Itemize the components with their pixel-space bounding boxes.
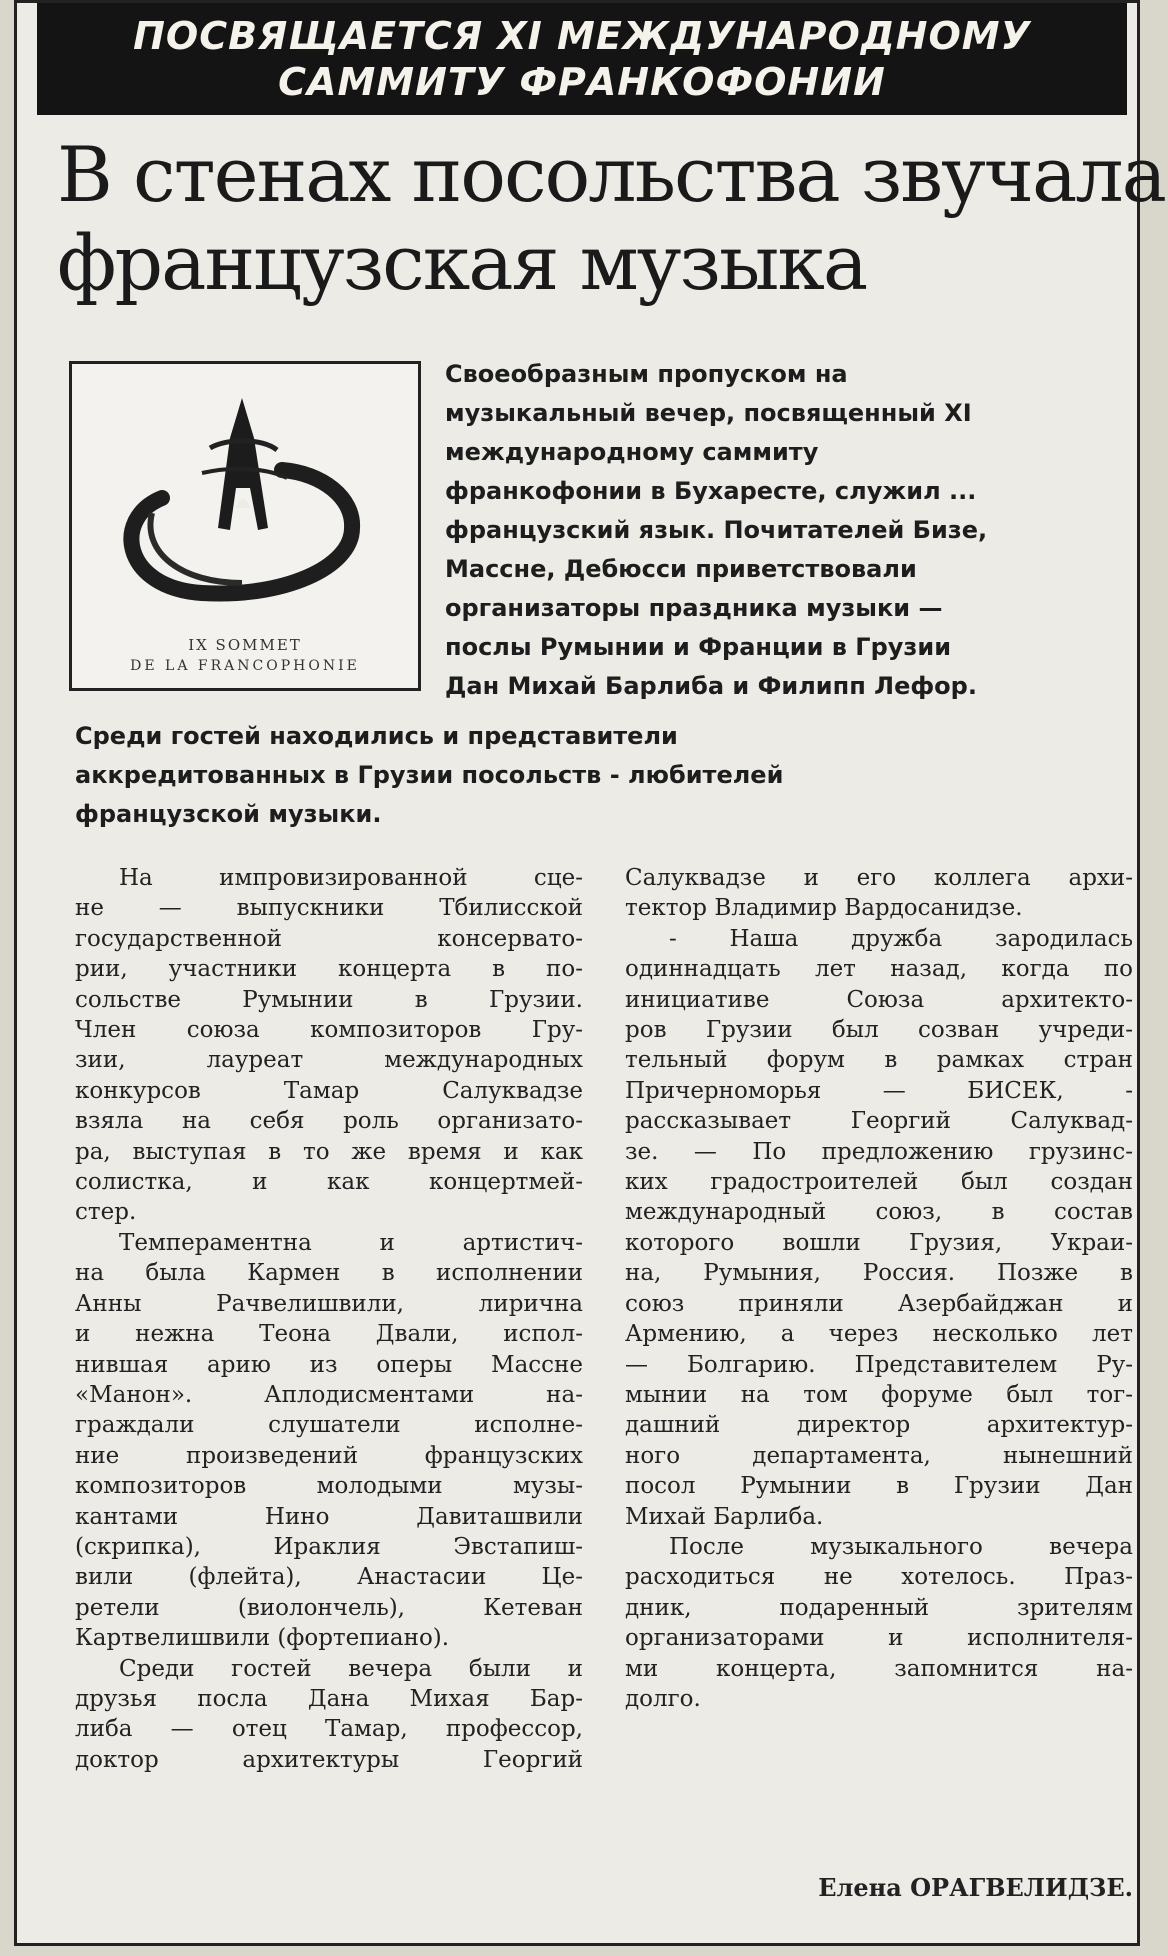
body-line: Анны Рачвелишвили, лирична <box>75 1290 583 1317</box>
body-line: которого вошли Грузия, Украи- <box>625 1229 1133 1256</box>
body-line: на была Кармен в исполнении <box>75 1260 583 1287</box>
body-line: Причерноморья — БИСЕК, - <box>625 1077 1133 1104</box>
body-line: нившая арию из оперы Массне <box>75 1351 583 1378</box>
body-line: расходиться не хотелось. Праз- <box>625 1564 1133 1591</box>
banner-line-2: САММИТУ ФРАНКОФОНИИ <box>278 60 886 104</box>
lead-line: аккредитованных в Грузии посольств - любителей <box>75 761 784 789</box>
lead-line: франкофонии в Бухаресте, служил ... <box>445 477 977 505</box>
body-line: сольстве Румынии в Грузии. <box>75 986 583 1013</box>
body-line: На импровизированной сце- <box>119 865 583 891</box>
body-line: ного департамента, нынешний <box>625 1442 1133 1469</box>
body-line: Член союза композиторов Гру- <box>75 1017 583 1044</box>
body-line: граждали слушатели исполне- <box>75 1412 583 1439</box>
body-line: дник, подаренный зрителям <box>625 1594 1133 1621</box>
francophonie-emblem-icon <box>92 378 402 618</box>
lead-paragraph-continuation <box>75 717 1115 834</box>
body-line: рассказывает Георгий Салуквад- <box>625 1108 1133 1135</box>
lead-line: французский язык. Почитателей Бизе, <box>445 516 988 544</box>
body-line: международный союз, в состав <box>625 1199 1133 1226</box>
body-line: ретели (виолончель), Кетеван <box>75 1594 583 1621</box>
lead-paragraph <box>445 355 1135 706</box>
body-line: инициативе Союза архитекто- <box>625 986 1133 1013</box>
body-line: и нежна Теона Двали, испол- <box>75 1321 583 1348</box>
lead-line: послы Румынии и Франции в Грузии <box>445 633 952 661</box>
body-line: либа — отец Тамар, профессор, <box>75 1716 583 1743</box>
body-line: ра, выступая в то же время и как <box>75 1138 583 1165</box>
lead-line: Среди гостей находились и представители <box>75 722 678 750</box>
logo-caption-line-2: DE LA FRANCOPHONIE <box>130 658 360 674</box>
body-line: долго. <box>625 1685 701 1712</box>
body-line: тектор Владимир Вардосанидзе. <box>625 895 1023 922</box>
body-line: одиннадцать лет назад, когда по <box>625 956 1133 983</box>
body-line: друзья посла Дана Михая Бар- <box>75 1685 583 1712</box>
body-line: солистка, и как концертмей- <box>75 1169 583 1196</box>
body-line: дашний директор архитектур- <box>625 1412 1133 1439</box>
body-line: организаторами и исполнителя- <box>625 1625 1133 1652</box>
newspaper-clipping <box>14 0 1165 1946</box>
lead-line: Массне, Дебюсси приветствовали <box>445 555 917 583</box>
body-line: на, Румыния, Россия. Позже в <box>625 1260 1133 1287</box>
body-line: мынии на том форуме был тог- <box>625 1381 1133 1408</box>
body-line: доктор архитектуры Георгий <box>75 1746 583 1773</box>
body-line: ние произведений французских <box>75 1442 583 1469</box>
body-line: «Манон». Аплодисментами на- <box>75 1381 583 1408</box>
article-headline <box>57 130 1165 307</box>
dedication-banner <box>37 3 1127 115</box>
body-line: государственной консервато- <box>75 925 583 952</box>
body-column-left <box>75 863 583 1775</box>
body-line: — Болгарию. Представителем Ру- <box>625 1351 1133 1378</box>
body-line: вили (флейта), Анастасии Це- <box>75 1564 583 1591</box>
headline-line-1: В стенах посольства звучала <box>57 130 1165 219</box>
lead-line: международному саммиту <box>445 438 819 466</box>
body-line: (скрипка), Ираклия Эвстапиш- <box>75 1533 583 1560</box>
headline-line-2: французская музыка <box>57 218 867 307</box>
body-line: союз приняли Азербайджан и <box>625 1290 1133 1317</box>
lead-line: музыкальный вечер, посвященный XI <box>445 399 972 427</box>
body-line: зии, лауреат международных <box>75 1047 583 1074</box>
body-line: рии, участники концерта в по- <box>75 956 583 983</box>
body-line: Салуквадзе и его коллега архи- <box>625 865 1133 891</box>
body-line: взяла на себя роль организато- <box>75 1108 583 1135</box>
body-line: посол Румынии в Грузии Дан <box>625 1473 1133 1500</box>
banner-line-1: ПОСВЯЩАЕТСЯ XI МЕЖДУНАРОДНОМУ <box>133 14 1031 58</box>
logo-caption-line-1: IX SOMMET <box>188 636 302 654</box>
body-line: стер. <box>75 1199 137 1226</box>
body-line: Картвелишвили (фортепиано). <box>75 1625 450 1652</box>
lead-line: Своеобразным пропуском на <box>445 360 848 388</box>
body-line: Армению, а через несколько лет <box>625 1321 1133 1348</box>
body-line: ми концерта, запомнится на- <box>625 1655 1133 1682</box>
body-line: Среди гостей вечера были и <box>119 1655 583 1682</box>
body-line: ров Грузии был созван учреди- <box>625 1017 1133 1044</box>
francophonie-logo <box>69 361 421 691</box>
lead-line: организаторы праздника музыки — <box>445 594 943 622</box>
lead-line: французской музыки. <box>75 800 382 828</box>
body-line: зе. — По предложению грузинс- <box>625 1138 1133 1165</box>
body-line: композиторов молодыми музы- <box>75 1473 583 1500</box>
author-byline: Елена ОРАГВЕЛИДЗЕ. <box>818 1873 1133 1902</box>
body-line: После музыкального вечера <box>669 1533 1133 1560</box>
body-line: конкурсов Тамар Салуквадзе <box>75 1077 583 1104</box>
body-line: ких градостроителей был создан <box>625 1169 1133 1196</box>
body-line: кантами Нино Давиташвили <box>75 1503 583 1530</box>
body-line: Михай Барлиба. <box>625 1503 824 1530</box>
lead-line: Дан Михай Барлиба и Филипп Лефор. <box>445 672 977 700</box>
body-column-right <box>625 863 1133 1714</box>
body-line: Темпераментна и артистич- <box>119 1229 583 1256</box>
body-line: - Наша дружба зародилась <box>669 925 1133 952</box>
body-line: тельный форум в рамках стран <box>625 1047 1133 1074</box>
body-line: не — выпускники Тбилисской <box>75 895 583 922</box>
